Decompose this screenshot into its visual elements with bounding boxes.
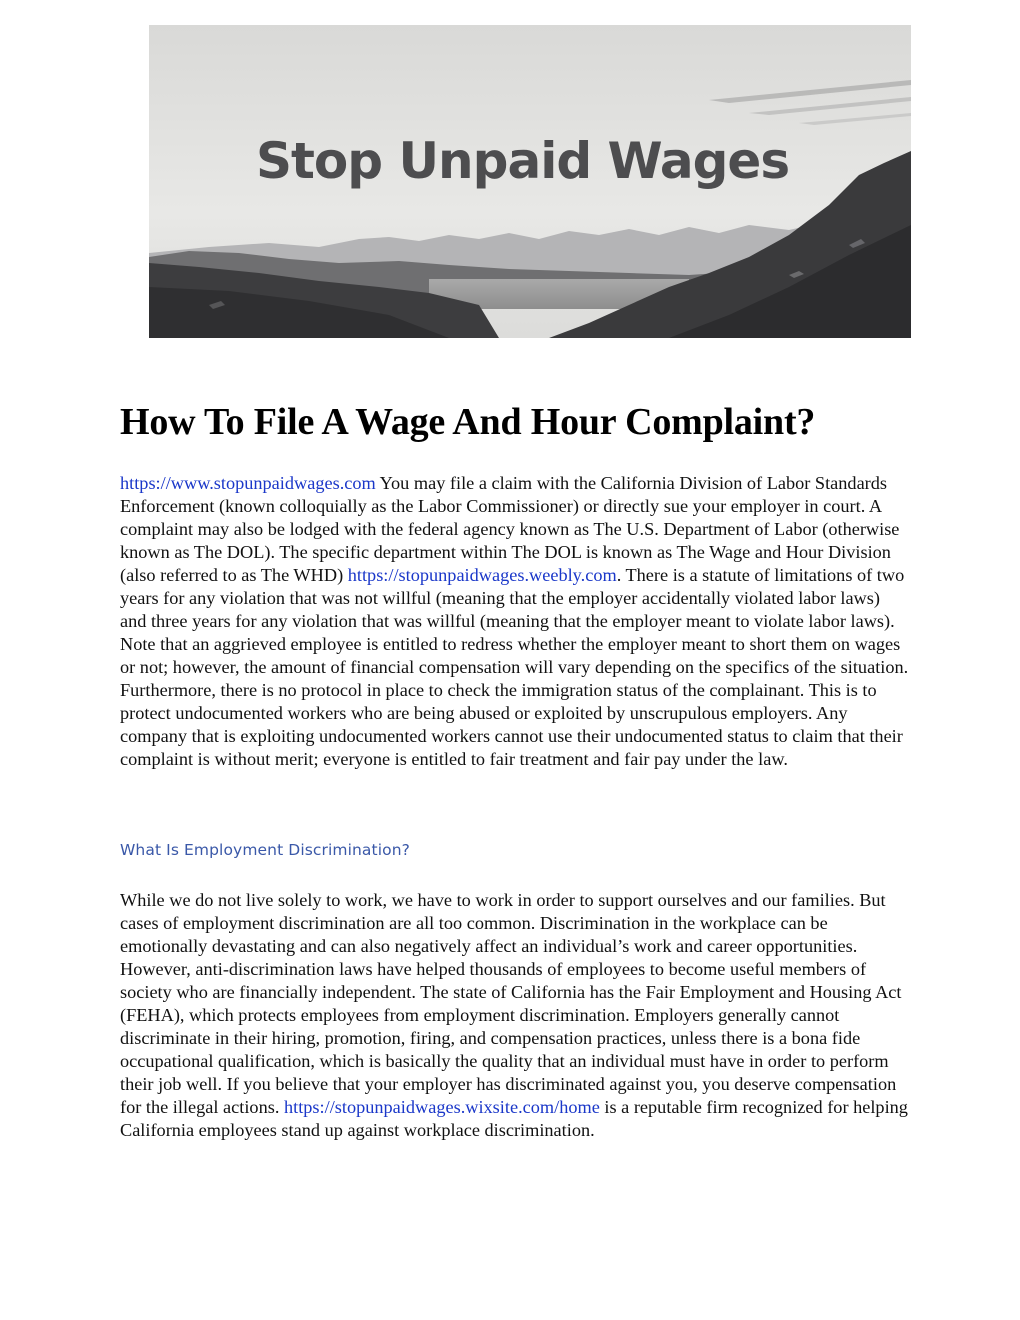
paragraph-discrimination [120,889,910,1142]
link-weebly[interactable]: https://stopunpaidwages.weebly.com [347,565,617,585]
banner-image [149,25,911,338]
article-title: How To File A Wage And Hour Complaint? [120,401,816,443]
paragraph-complaint [120,472,910,771]
paragraph-text: You may file a claim with the California Division of Labor Standards Enforcement (known colloquially as the Labor Commissioner) or directly sue your employer in court. A complaint may also be lodged with the federal agency known as The U.S. Department of Labor (otherwise known as The DOL). The specific department within The DOL is known as The Wage and Hour Division (also referred to as The WHD) [120,473,900,585]
paragraph-text: While we do not live solely to work, we have to work in order to support ourselves and our families. But cases of employment discrimination are all too common. Discrimination in the workplace can be emotionally devastating and can also negatively affect an individual’s work and career opportunities. However, anti-discrimination laws have helped thousands of employees to become useful members of society who are financially independent. The state of California has the Fair Employment and Housing Act (FEHA), which protects employees from employment discrimination. Employers generally cannot discriminate in their hiring, promotion, firing, and compensation practices, unless there is a bona fide occupational qualification, which is basically the quality that an individual must have in order to perform their job well. If you believe that your employer has discriminated against you, you deserve compensation for the illegal actions. [120,890,902,1117]
section-heading: What Is Employment Discrimination? [120,841,410,859]
link-stopunpaidwages-com[interactable]: https://www.stopunpaidwages.com [120,473,376,493]
banner-title: Stop Unpaid Wages [256,132,790,190]
link-wixsite[interactable]: https://stopunpaidwages.wixsite.com/home [283,1097,600,1117]
paragraph-text: . There is a statute of limitations of two years for any violation that was not willful (meaning that the employer accidentally violated labor laws) and three years for any violation that was willful (meaning that the employer meant to violate labor laws). Note that an aggrieved employee is entitled to redress whether the employer meant to short them on wages or not; however, the amount of financial compensation will vary depending on the specifics of the situation. Furthermore, there is no protocol in place to check the immigration status of the complainant. This is to protect undocumented workers who are being abused or exploited by unscrupulous employers. Any company that is exploiting undocumented workers cannot use their undocumented status to claim that their complaint is without merit; everyone is entitled to fair treatment and fair pay under the law. [120,565,909,769]
paragraph-text: is a reputable firm recognized for helping California employees stand up against workplace discrimination. [120,1097,908,1140]
